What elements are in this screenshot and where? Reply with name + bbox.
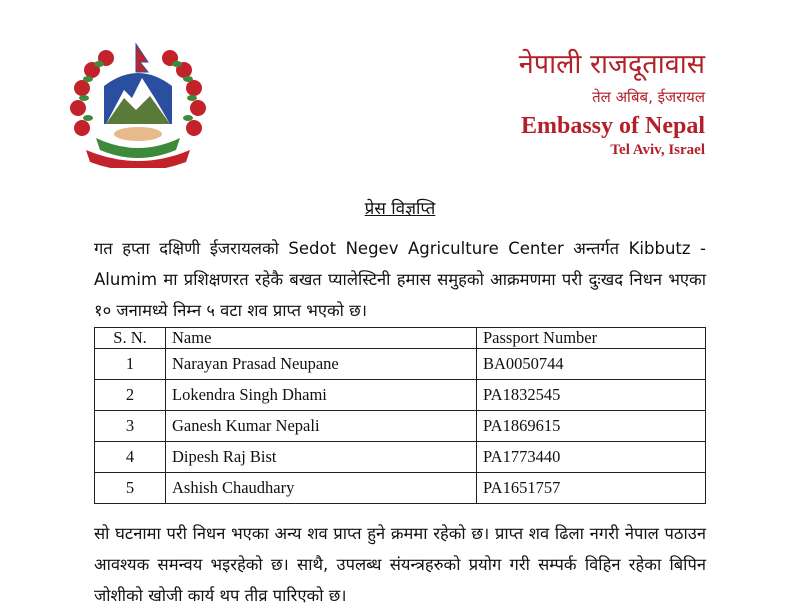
table-row bbox=[95, 411, 706, 442]
row-name: Narayan Prasad Neupane bbox=[166, 349, 477, 380]
row-name: Ganesh Kumar Nepali bbox=[166, 411, 477, 442]
paragraph-intro: गत हप्ता दक्षिणी ईजरायलको Sedot Negev Agriculture Center अन्तर्गत Kibbutz - Alumim मा प्रशिक्षणरत रहेकै बखत प्यालेस्टिनी हमास समुहको आक्रमणमा परी दुःखद निधन भएका १० जनामध्ये निम्न ५ वटा शव प्राप्त भएको छ। bbox=[94, 239, 706, 320]
table-row bbox=[95, 349, 706, 380]
press-release-heading: प्रेस विज्ञप्ति bbox=[364, 199, 436, 219]
row-name: Lokendra Singh Dhami bbox=[166, 380, 477, 411]
row-name: Ashish Chaudhary bbox=[166, 473, 477, 504]
english-city: Tel Aviv, Israel bbox=[610, 142, 705, 158]
table-header-row bbox=[95, 328, 706, 349]
english-title: Embassy of Nepal bbox=[520, 113, 705, 139]
table-row bbox=[95, 380, 706, 411]
nepal-emblem-icon bbox=[66, 38, 210, 168]
row-sn: 1 bbox=[95, 349, 166, 380]
row-sn: 5 bbox=[95, 473, 166, 504]
row-passport: PA1651757 bbox=[477, 473, 706, 504]
header-passport: Passport Number bbox=[477, 328, 706, 349]
row-name: Dipesh Raj Bist bbox=[166, 442, 477, 473]
row-sn: 3 bbox=[95, 411, 166, 442]
table-row bbox=[95, 473, 706, 504]
nepali-city: तेल अबिब, ईजरायल bbox=[592, 88, 705, 106]
row-sn: 2 bbox=[95, 380, 166, 411]
row-passport: BA0050744 bbox=[477, 349, 706, 380]
table-row bbox=[95, 442, 706, 473]
embassy-header bbox=[519, 48, 705, 159]
nepali-title: नेपाली राजदूतावास bbox=[518, 49, 705, 80]
header-name: Name bbox=[166, 328, 477, 349]
row-passport: PA1832545 bbox=[477, 380, 706, 411]
victims-table bbox=[94, 327, 706, 504]
row-passport: PA1869615 bbox=[477, 411, 706, 442]
row-sn: 4 bbox=[95, 442, 166, 473]
paragraph-followup: सो घटनामा परी निधन भएका अन्य शव प्राप्त हुने क्रममा रहेको छ। प्राप्त शव ढिला नगरी नेपाल पठाउन आवश्यक समन्वय भइरहेको छ। साथै, उपलब्ध संयन्त्रहरुको प्रयोग गरी सम्पर्क विहिन रहेका बिपिन जोशीको खोजी कार्य थप तीव्र पारिएको छ। bbox=[94, 524, 706, 605]
header-sn: S. N. bbox=[95, 328, 166, 349]
row-passport: PA1773440 bbox=[477, 442, 706, 473]
